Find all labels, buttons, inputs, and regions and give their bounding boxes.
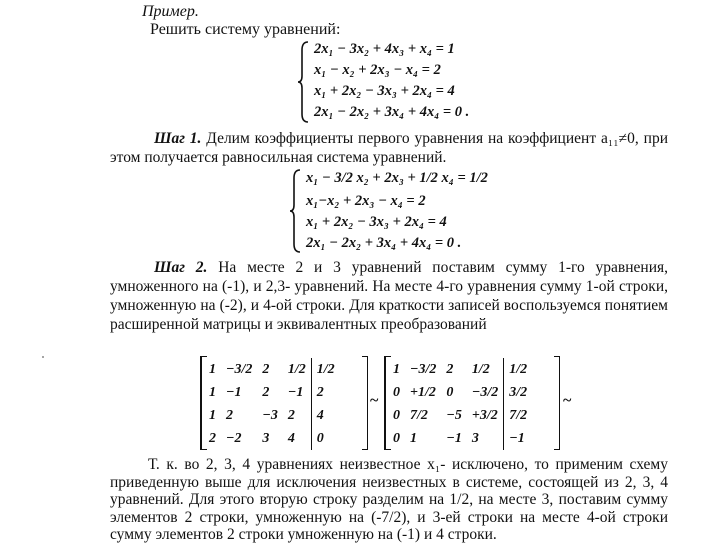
matrix2-cell: +3/2 bbox=[471, 407, 498, 423]
matrix2-cell: +1/2 bbox=[410, 384, 436, 400]
matrix2-cell: 3 bbox=[471, 430, 479, 446]
matrix2-cell: 3/2 bbox=[504, 381, 532, 404]
matrix2-cell: 7/2 bbox=[410, 407, 428, 423]
step1-text: Делим коэффициенты первого уравнения на коэффициент a₁₁≠0, при этом получается равносильная система уравнений. bbox=[110, 130, 668, 166]
matrix2-cell: −1 bbox=[446, 430, 462, 446]
stray-dot bbox=[42, 356, 44, 358]
system1-eq2: x₁ − x₂ + 2x₃ − x₄ = 2 bbox=[314, 62, 441, 78]
matrix1-cell: 1/2 bbox=[311, 358, 339, 381]
matrix1-cell: 2 bbox=[262, 361, 270, 377]
matrix1-cell: −2 bbox=[226, 430, 242, 446]
example-heading: Пример. bbox=[142, 3, 199, 20]
matrix2-cell: 0 bbox=[393, 407, 400, 423]
matrix1-cell: 2 bbox=[262, 384, 270, 400]
matrix2-cell: −3/2 bbox=[410, 361, 437, 377]
matrix2-cell: 0 bbox=[393, 430, 400, 446]
matrix1-cell: −3/2 bbox=[226, 361, 253, 377]
matrix2-row bbox=[388, 381, 532, 404]
matrix1-row bbox=[204, 358, 340, 381]
matrix1-cell: 3 bbox=[262, 430, 270, 446]
system1-eq1: 2x₁ − 3x₂ + 4x₃ + x₄ = 1 bbox=[314, 41, 455, 57]
matrix2-row bbox=[388, 404, 532, 427]
matrix2-cell: 1 bbox=[393, 361, 400, 377]
matrix2-right-bracket bbox=[554, 356, 560, 450]
matrix1-cell: 1 bbox=[209, 384, 216, 400]
matrix1-cell: 1/2 bbox=[287, 361, 306, 377]
matrix2-cell: 0 bbox=[393, 384, 400, 400]
matrix2-cell: −3/2 bbox=[471, 384, 499, 400]
equivalence-tilde-trailing: ~ bbox=[563, 392, 572, 409]
matrix1-cell: 4 bbox=[311, 404, 339, 427]
system1-eq3: x₁ + 2x₂ − 3x₃ + 2x₄ = 4 bbox=[314, 83, 455, 99]
matrix2 bbox=[388, 358, 532, 450]
matrix1-cell: 0 bbox=[311, 427, 339, 450]
system2-eq4: 2x₁ − 2x₂ + 3x₄ + 4x₄ = 0 . bbox=[306, 235, 462, 251]
matrix1-cell: 2 bbox=[287, 407, 295, 423]
matrix1-right-bracket bbox=[362, 356, 368, 450]
matrix2-row bbox=[388, 427, 532, 450]
matrix1-cell: 2 bbox=[311, 381, 339, 404]
matrix1-cell: 1 bbox=[209, 361, 216, 377]
matrix2-cell: 1/2 bbox=[471, 361, 490, 377]
matrix1-cell: 2 bbox=[226, 407, 233, 423]
matrix1-cell: 4 bbox=[287, 430, 295, 446]
matrix2-cell: 2 bbox=[446, 361, 454, 377]
system1-eq4: 2x₁ − 2x₂ + 3x₄ + 4x₄ = 0 . bbox=[314, 104, 470, 120]
matrix1-row bbox=[204, 381, 340, 404]
system2-eq1: x₁ − 3/2 x₂ + 2x₃ + 1/2 x₄ = 1/2 bbox=[306, 170, 488, 186]
matrix2-cell: −1 bbox=[504, 427, 532, 450]
matrix1-cell: −1 bbox=[287, 384, 304, 400]
step1-label: Шаг 1. bbox=[154, 130, 202, 147]
matrix1-cell: −3 bbox=[262, 407, 278, 423]
matrix1 bbox=[204, 358, 340, 450]
step2-paragraph bbox=[110, 258, 668, 334]
matrix1-row bbox=[204, 427, 340, 450]
equivalence-tilde: ~ bbox=[370, 392, 379, 409]
step1-paragraph bbox=[110, 129, 668, 167]
matrix2-cell: 1/2 bbox=[504, 358, 532, 381]
matrix2-cell: 7/2 bbox=[504, 404, 532, 427]
system2-eq3: x₁ + 2x₂ − 3x₃ + 2x₄ = 4 bbox=[306, 214, 447, 230]
conclusion-paragraph: Т. к. во 2, 3, 4 уравнениях неизвестное x₁- исключено, то применим схему приведенную выше для исключения неизвестных в системе, состоящей из 2, 3, 4 уравнений. Для этого вторую строку разделим на 1/2, на месте 3, поставим сумму элементов 2 строки, умноженную на (-7/2), и 3-ей строки на месте 4-ой строки сумму элементов 2 строки умноженную на (-1) и 4 строки. bbox=[110, 456, 668, 543]
system1-brace bbox=[296, 40, 310, 124]
matrix1-cell: −1 bbox=[226, 384, 242, 400]
task-statement: Решить систему уравнений: bbox=[150, 21, 341, 38]
system2-eq2: x₁−x₂ + 2x₃ − x₄ = 2 bbox=[306, 193, 426, 209]
matrix2-cell: 0 bbox=[446, 384, 454, 400]
step2-text: На месте 2 и 3 уравнений поставим сумму 1-го уравнения, умноженного на (-1), и 2,3- уравнений. На месте 4-го уравнения сумму 1-ой строки, умноженную на (-2), и 4-ой строки. Для краткости записей воспользуемся понятием расширенной матрицы и эквивалентных преобразований bbox=[110, 259, 668, 333]
matrix2-cell: 1 bbox=[410, 430, 417, 446]
matrix2-row bbox=[388, 358, 532, 381]
system2-brace bbox=[288, 168, 302, 254]
matrix2-cell: −5 bbox=[446, 407, 462, 423]
matrix1-cell: 1 bbox=[209, 407, 216, 423]
matrix1-cell: 2 bbox=[209, 430, 216, 446]
matrix1-row bbox=[204, 404, 340, 427]
step2-label: Шаг 2. bbox=[154, 259, 208, 276]
